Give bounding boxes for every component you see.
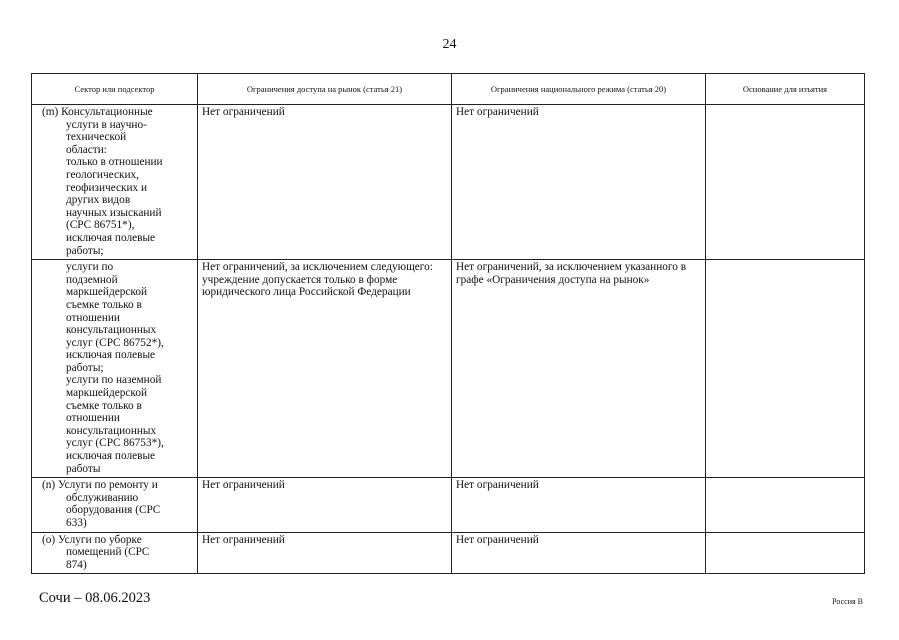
sector-cell — [32, 105, 198, 260]
national-treatment-cell — [452, 260, 706, 478]
header-market-access: Ограничения доступа на рынок (статья 21) — [198, 74, 452, 105]
header-national-treatment: Ограничения национального режима (статья 20) — [452, 74, 706, 105]
table-row — [32, 532, 865, 574]
basis-cell — [706, 478, 865, 532]
sector-cell — [32, 260, 198, 478]
sector-text: услуги по подземной маркшейдерской съемке только в отношении консультационных услуг (CPC 86752*), исключая полевые работы; — [66, 261, 164, 374]
national-treatment-cell — [452, 478, 706, 532]
national-treatment-text: Нет ограничений — [456, 106, 539, 118]
header-basis: Основание для изъятия — [706, 74, 865, 105]
sector-text: (o) Услуги по уборке помещений (CPC 874) — [42, 533, 150, 571]
table-row — [32, 260, 865, 478]
national-treatment-text: Нет ограничений, за исключением указанного в графе «Ограничения доступа на рынок» — [456, 261, 687, 286]
table-header-row — [32, 74, 865, 105]
market-access-text: учреждение допускается только в форме юридического лица Российской Федерации — [202, 273, 411, 299]
national-treatment-text: Нет ограничений — [456, 479, 539, 492]
market-access-text: Нет ограничений — [202, 106, 285, 118]
commitments-table — [31, 73, 865, 574]
basis-cell — [706, 532, 865, 574]
market-access-cell — [198, 260, 452, 478]
table-row — [32, 478, 865, 532]
sector-text: (n) Услуги по ремонту и обслуживанию оборудования (CPC 633) — [42, 479, 161, 529]
header-sector: Сектор или подсектор — [32, 74, 198, 105]
sector-text: (m) Консультационные услуги в научно-технической области: — [42, 106, 153, 156]
market-access-cell — [198, 478, 452, 532]
national-treatment-cell — [452, 105, 706, 260]
national-treatment-cell — [452, 532, 706, 574]
sector-cell — [32, 478, 198, 532]
footer-country-label: Россия В — [832, 597, 863, 606]
sector-cell — [32, 532, 198, 574]
market-access-text: Нет ограничений — [202, 533, 285, 546]
sector-text: только в отношении геологических, геофизических и других видов научных изысканий (CPC 86751*), исключая полевые работы; — [66, 156, 163, 257]
page-number: 24 — [442, 37, 457, 52]
market-access-text: Нет ограничений — [202, 479, 285, 492]
basis-cell — [706, 260, 865, 478]
footer-place-date: Сочи – 08.06.2023 — [39, 590, 151, 606]
table-row — [32, 105, 865, 260]
basis-cell — [706, 105, 865, 260]
market-access-cell — [198, 105, 452, 260]
sector-text: услуги по наземной маркшейдерской съемке только в отношении консультационных услуг (CPC 86753*), исключая полевые работы — [66, 374, 164, 475]
market-access-text: Нет ограничений, за исключением следующего: — [202, 261, 433, 274]
national-treatment-text: Нет ограничений — [456, 533, 539, 546]
market-access-cell — [198, 532, 452, 574]
